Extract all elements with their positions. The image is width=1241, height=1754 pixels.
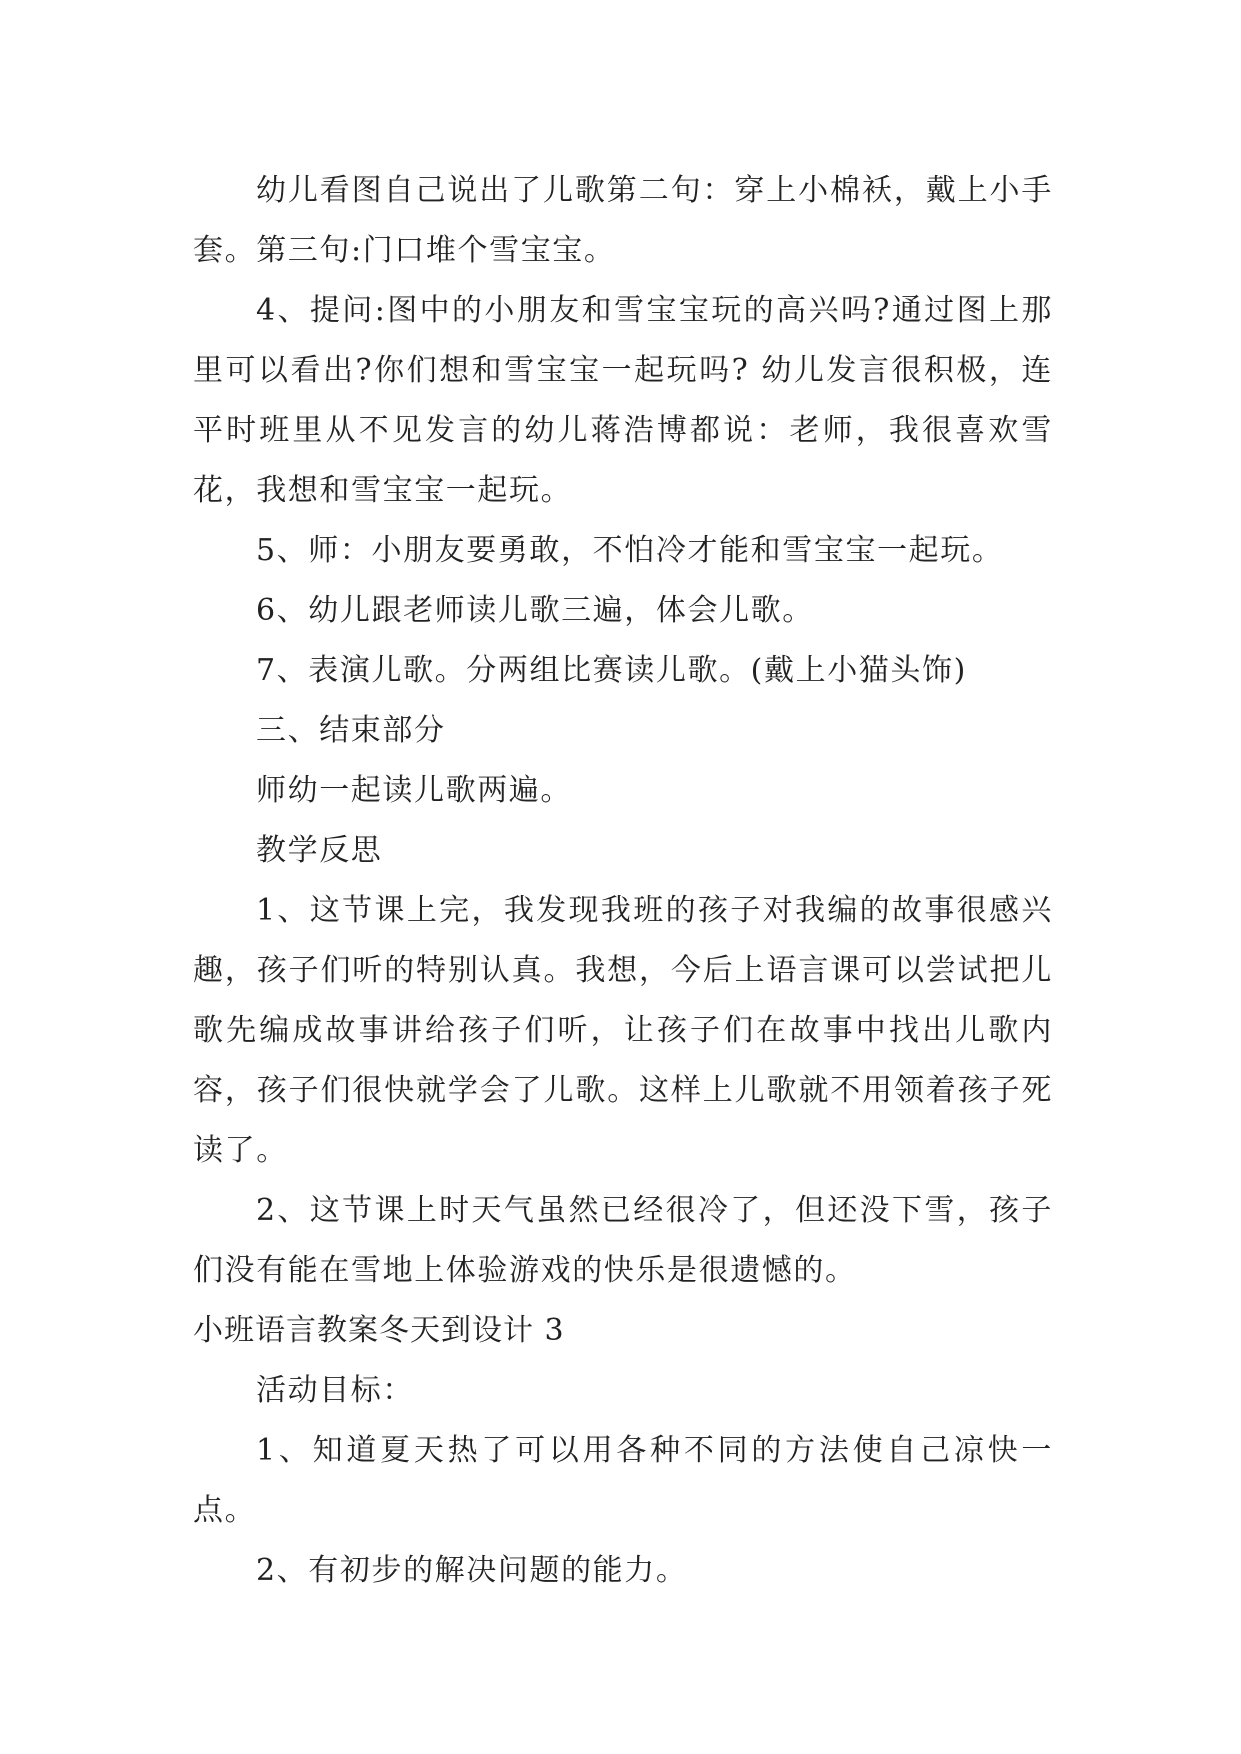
paragraph-step-5: 5、师：小朋友要勇敢，不怕冷才能和雪宝宝一起玩。 [256,533,1004,568]
paragraph-step-7: 7、表演儿歌。分两组比赛读儿歌。(戴上小猫头饰) [256,653,967,688]
paragraph-objective-1: 1、知道夏天热了可以用各种不同的方法使自己凉快一点。 [193,1433,1053,1528]
section-ending: 三、结束部分 [256,713,446,748]
paragraph-step-4: 4、提问:图中的小朋友和雪宝宝玩的高兴吗?通过图上那里可以看出?你们想和雪宝宝一起玩吗? 幼儿发言很积极，连平时班里从不见发言的幼儿蒋浩博都说：老师，我很喜欢雪花，我想和雪宝宝一起玩。 [193,293,1053,508]
paragraph-rhyme-lines: 幼儿看图自己说出了儿歌第二句：穿上小棉袄，戴上小手套。第三句:门口堆个雪宝宝。 [193,173,1053,268]
paragraph-step-6: 6、幼儿跟老师读儿歌三遍，体会儿歌。 [256,593,814,628]
document-page [193,161,1053,1601]
paragraph-ending-text: 师幼一起读儿歌两遍。 [256,773,572,808]
lesson-title: 小班语言教案冬天到设计 3 [193,1313,565,1348]
section-reflection: 教学反思 [256,833,383,868]
paragraph-objective-2: 2、有初步的解决问题的能力。 [256,1553,688,1588]
paragraph-reflection-1: 1、这节课上完，我发现我班的孩子对我编的故事很感兴趣，孩子们听的特别认真。我想，今后上语言课可以尝试把儿歌先编成故事讲给孩子们听，让孩子们在故事中找出儿歌内容，孩子们很快就学会了儿歌。这样上儿歌就不用领着孩子死读了。 [193,893,1053,1168]
section-objectives: 活动目标： [256,1373,414,1408]
paragraph-reflection-2: 2、这节课上时天气虽然已经很冷了，但还没下雪，孩子们没有能在雪地上体验游戏的快乐是很遗憾的。 [193,1193,1053,1288]
